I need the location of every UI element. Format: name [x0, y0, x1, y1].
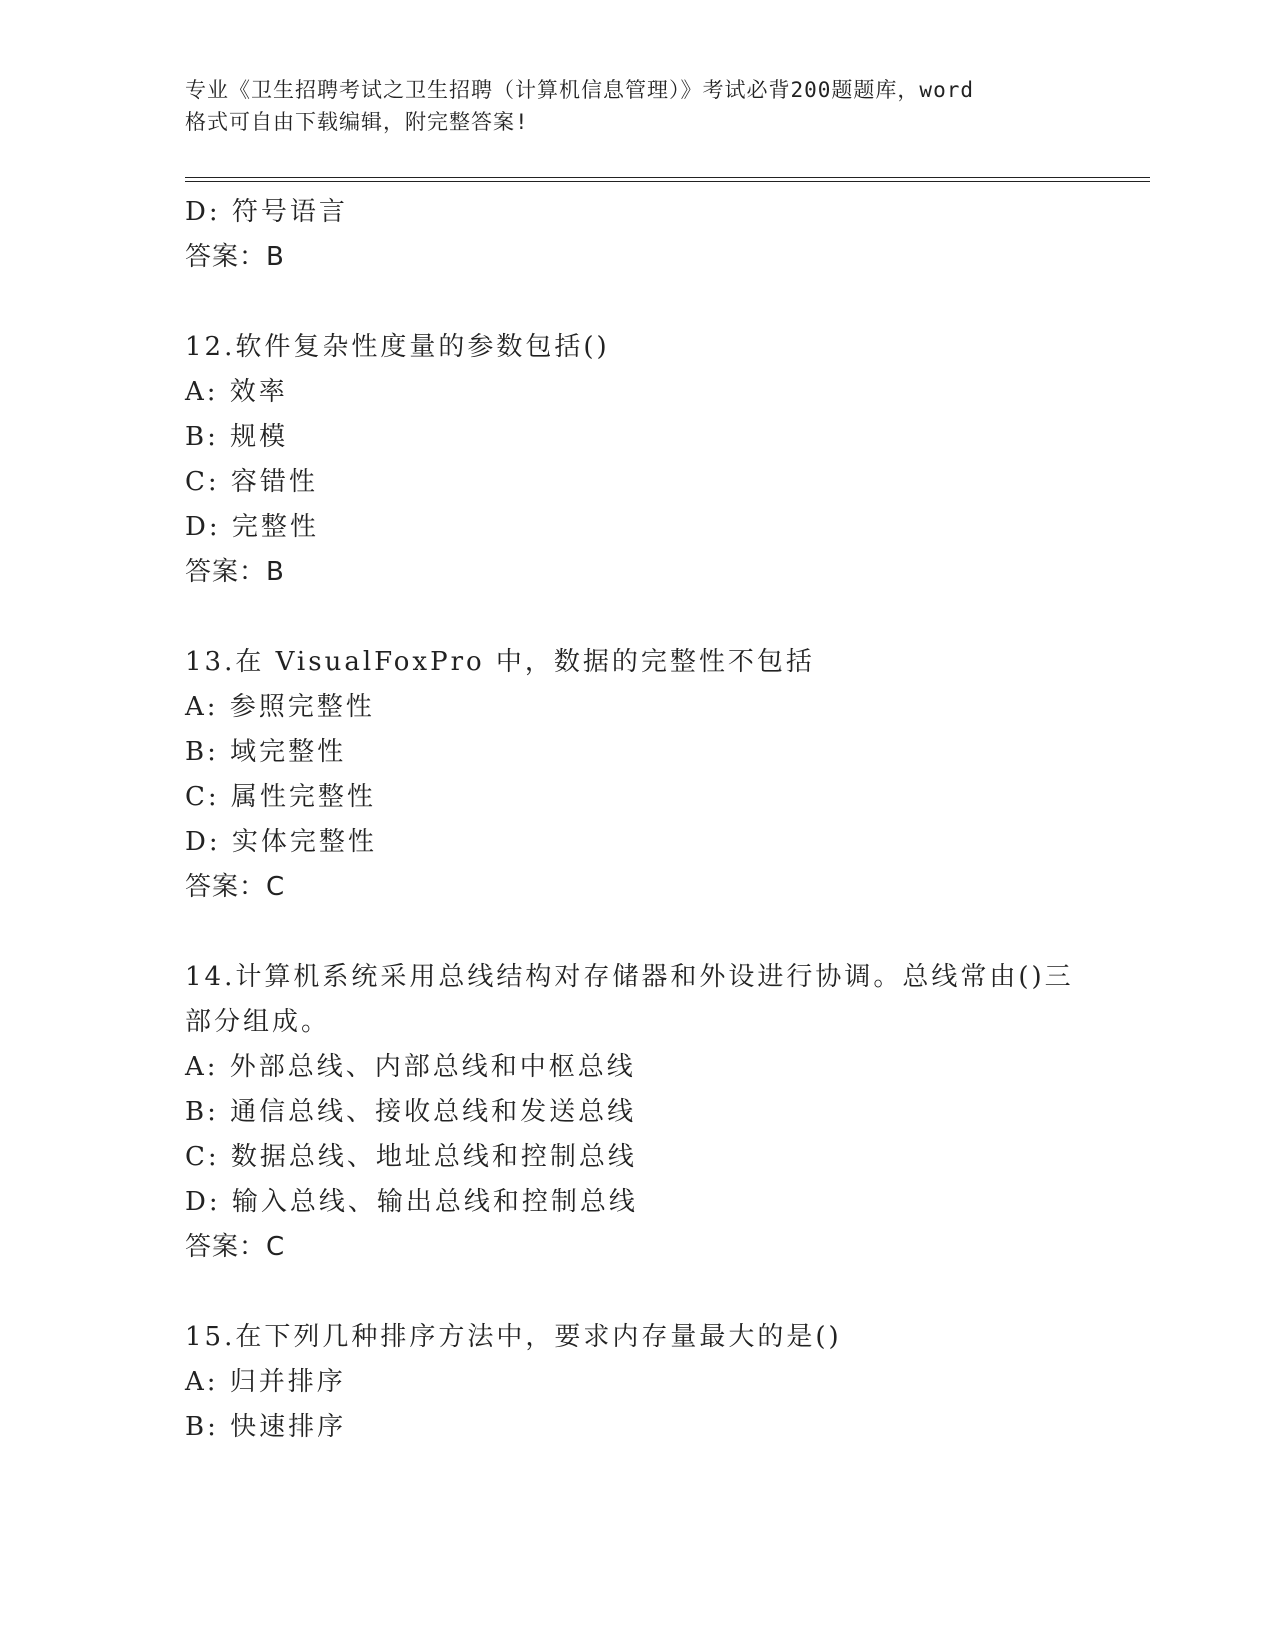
option-c: C: 容错性 [185, 467, 318, 497]
question-title: 15.在下列几种排序方法中，要求内存量最大的是() [185, 1322, 842, 1352]
option-b: B: 通信总线、接收总线和发送总线 [185, 1097, 637, 1127]
spacer [185, 280, 1085, 325]
answer-label: 答案：B [185, 557, 285, 587]
option-c: C: 数据总线、地址总线和控制总线 [185, 1142, 637, 1172]
answer-label: 答案：C [185, 872, 286, 902]
header-line-1: 专业《卫生招聘考试之卫生招聘（计算机信息管理）》考试必背200题题库，word [185, 78, 974, 102]
answer-label: 答案：C [185, 1232, 286, 1262]
header-divider [185, 177, 1150, 182]
document-header [185, 74, 1085, 138]
option-d: D: 完整性 [185, 512, 319, 542]
question-12 [185, 325, 1085, 595]
spacer [185, 910, 1085, 955]
option-b: B: 快速排序 [185, 1412, 347, 1442]
question-content [185, 190, 1085, 1450]
option-d: D: 实体完整性 [185, 827, 377, 857]
option-d: D: 输入总线、输出总线和控制总线 [185, 1187, 638, 1217]
prev-answer: 答案：B [185, 242, 285, 272]
option-a: A: 外部总线、内部总线和中枢总线 [185, 1052, 636, 1082]
question-13 [185, 640, 1085, 910]
question-title-line-2: 部分组成。 [185, 1007, 331, 1037]
spacer [185, 595, 1085, 640]
question-14 [185, 955, 1085, 1270]
prev-option-d: D: 符号语言 [185, 197, 348, 227]
spacer [185, 1270, 1085, 1315]
option-a: A: 参照完整性 [185, 692, 375, 722]
question-title: 13.在 VisualFoxPro 中，数据的完整性不包括 [185, 647, 815, 677]
option-a: A: 归并排序 [185, 1367, 346, 1397]
question-title-line-1: 14.计算机系统采用总线结构对存储器和外设进行协调。总线常由()三 [185, 962, 1074, 992]
question-title: 12.软件复杂性度量的参数包括() [185, 332, 610, 362]
option-b: B: 域完整性 [185, 737, 347, 767]
option-a: A: 效率 [185, 377, 288, 407]
header-line-2: 格式可自由下载编辑，附完整答案! [185, 110, 529, 134]
question-15 [185, 1315, 1085, 1450]
option-c: C: 属性完整性 [185, 782, 376, 812]
option-b: B: 规模 [185, 422, 289, 452]
